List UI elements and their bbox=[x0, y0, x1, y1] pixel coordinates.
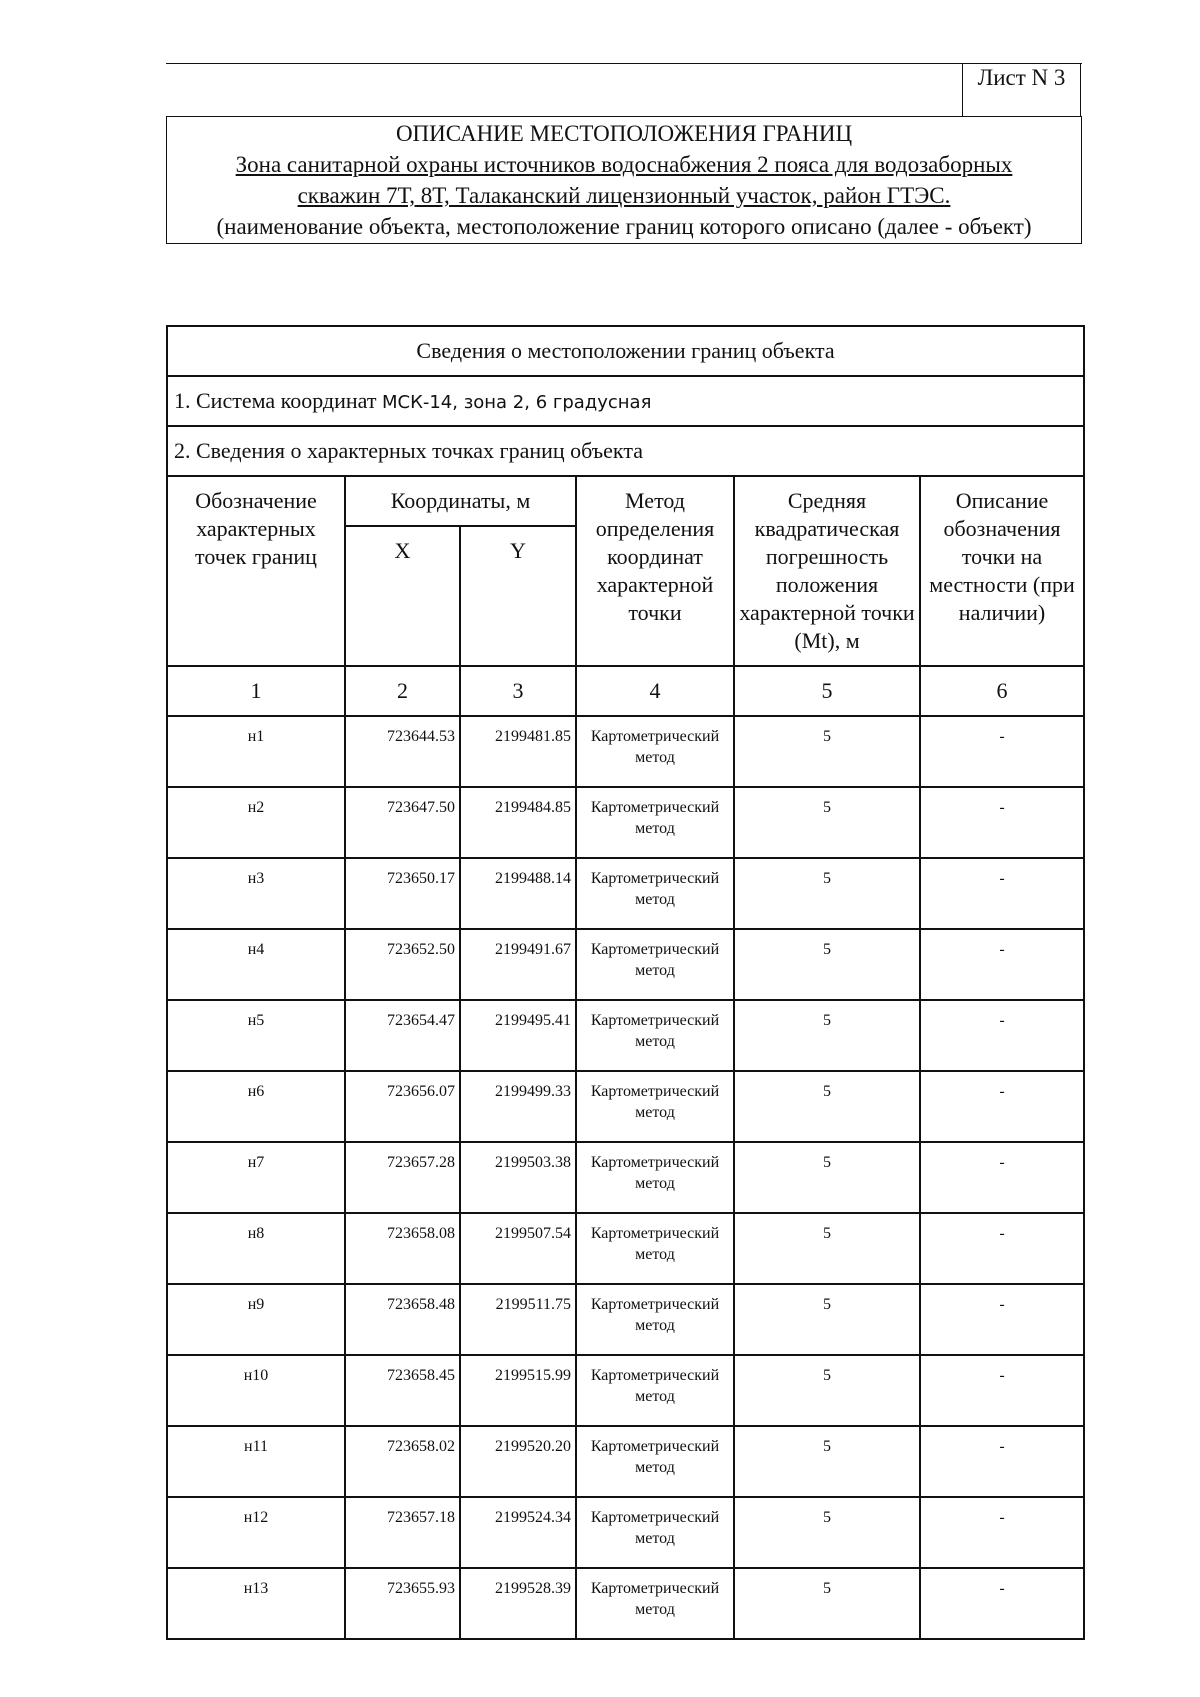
column-number: 4 bbox=[576, 666, 734, 716]
coordinate-system-prefix: 1. Система координат bbox=[174, 388, 377, 413]
accuracy-cell: 5 bbox=[734, 1568, 920, 1639]
accuracy-cell: 5 bbox=[734, 1426, 920, 1497]
sheet-label: Лист N 3 bbox=[977, 65, 1066, 90]
point-designation: н11 bbox=[167, 1426, 345, 1497]
table-row bbox=[167, 1426, 1084, 1497]
accuracy-cell: 5 bbox=[734, 1355, 920, 1426]
coordinate-x: 723647.50 bbox=[345, 787, 460, 858]
table-row bbox=[167, 1213, 1084, 1284]
header-y: Y bbox=[460, 526, 576, 666]
column-number: 5 bbox=[734, 666, 920, 716]
method-cell: Картометрический метод bbox=[576, 1355, 734, 1426]
method-cell: Картометрический метод bbox=[576, 1071, 734, 1142]
point-designation: н6 bbox=[167, 1071, 345, 1142]
coordinate-y: 2199524.34 bbox=[460, 1497, 576, 1568]
table-row bbox=[167, 787, 1084, 858]
method-cell: Картометрический метод bbox=[576, 1213, 734, 1284]
coordinate-y: 2199488.14 bbox=[460, 858, 576, 929]
coordinate-system-value: МСК-14, зона 2, 6 градусная bbox=[381, 392, 652, 413]
coordinate-system bbox=[167, 376, 1084, 426]
description-cell: - bbox=[920, 1213, 1084, 1284]
coordinate-y: 2199499.33 bbox=[460, 1071, 576, 1142]
point-designation: н1 bbox=[167, 716, 345, 787]
coordinate-y: 2199507.54 bbox=[460, 1213, 576, 1284]
description-cell: - bbox=[920, 1568, 1084, 1639]
coordinate-x: 723658.48 bbox=[345, 1284, 460, 1355]
coordinate-y: 2199491.67 bbox=[460, 929, 576, 1000]
coordinate-x: 723654.47 bbox=[345, 1000, 460, 1071]
coordinate-x: 723658.08 bbox=[345, 1213, 460, 1284]
accuracy-cell: 5 bbox=[734, 1071, 920, 1142]
method-cell: Картометрический метод bbox=[576, 787, 734, 858]
table-row bbox=[167, 1000, 1084, 1071]
coordinate-y: 2199484.85 bbox=[460, 787, 576, 858]
table-row bbox=[167, 1071, 1084, 1142]
coordinate-x: 723657.28 bbox=[345, 1142, 460, 1213]
accuracy-cell: 5 bbox=[734, 1142, 920, 1213]
method-cell: Картометрический метод bbox=[576, 1568, 734, 1639]
header-description: Описание обозначения точки на местности (при наличии) bbox=[920, 476, 1084, 666]
description-cell: - bbox=[920, 1497, 1084, 1568]
coordinate-y: 2199528.39 bbox=[460, 1568, 576, 1639]
table-body bbox=[167, 716, 1084, 1639]
sheet-number bbox=[962, 63, 1081, 116]
points-section-title: 2. Сведения о характерных точках границ объекта bbox=[167, 426, 1084, 476]
accuracy-cell: 5 bbox=[734, 787, 920, 858]
point-designation: н3 bbox=[167, 858, 345, 929]
point-designation: н2 bbox=[167, 787, 345, 858]
accuracy-cell: 5 bbox=[734, 929, 920, 1000]
table-row bbox=[167, 1568, 1084, 1639]
coordinate-x: 723657.18 bbox=[345, 1497, 460, 1568]
object-caption: (наименование объекта, местоположение границ которого описано (далее - объект) bbox=[216, 214, 1032, 239]
table-row bbox=[167, 1355, 1084, 1426]
section-title: Сведения о местоположении границ объекта bbox=[167, 326, 1084, 376]
column-number: 6 bbox=[920, 666, 1084, 716]
point-designation: н10 bbox=[167, 1355, 345, 1426]
coordinate-x: 723650.17 bbox=[345, 858, 460, 929]
coordinate-y: 2199481.85 bbox=[460, 716, 576, 787]
coordinate-y: 2199511.75 bbox=[460, 1284, 576, 1355]
description-cell: - bbox=[920, 929, 1084, 1000]
table-row bbox=[167, 858, 1084, 929]
accuracy-cell: 5 bbox=[734, 1213, 920, 1284]
document-header bbox=[166, 116, 1082, 244]
coordinate-x: 723644.53 bbox=[345, 716, 460, 787]
coordinate-y: 2199503.38 bbox=[460, 1142, 576, 1213]
description-cell: - bbox=[920, 787, 1084, 858]
coordinate-y: 2199495.41 bbox=[460, 1000, 576, 1071]
top-rule bbox=[166, 63, 1082, 64]
column-number: 1 bbox=[167, 666, 345, 716]
description-cell: - bbox=[920, 858, 1084, 929]
method-cell: Картометрический метод bbox=[576, 1497, 734, 1568]
coordinate-x: 723658.45 bbox=[345, 1355, 460, 1426]
description-cell: - bbox=[920, 1142, 1084, 1213]
accuracy-cell: 5 bbox=[734, 858, 920, 929]
point-designation: н8 bbox=[167, 1213, 345, 1284]
accuracy-cell: 5 bbox=[734, 1284, 920, 1355]
table-row bbox=[167, 929, 1084, 1000]
point-designation: н12 bbox=[167, 1497, 345, 1568]
point-designation: н7 bbox=[167, 1142, 345, 1213]
coordinate-x: 723656.07 bbox=[345, 1071, 460, 1142]
method-cell: Картометрический метод bbox=[576, 1284, 734, 1355]
boundary-points-table bbox=[166, 325, 1085, 1640]
coordinate-x: 723658.02 bbox=[345, 1426, 460, 1497]
point-designation: н5 bbox=[167, 1000, 345, 1071]
header-point: Обозначение характерных точек границ bbox=[167, 476, 345, 666]
point-designation: н9 bbox=[167, 1284, 345, 1355]
coordinate-x: 723655.93 bbox=[345, 1568, 460, 1639]
header-x: X bbox=[345, 526, 460, 666]
point-designation: н4 bbox=[167, 929, 345, 1000]
description-cell: - bbox=[920, 716, 1084, 787]
method-cell: Картометрический метод bbox=[576, 716, 734, 787]
description-cell: - bbox=[920, 1071, 1084, 1142]
accuracy-cell: 5 bbox=[734, 1000, 920, 1071]
accuracy-cell: 5 bbox=[734, 1497, 920, 1568]
header-accuracy: Средняя квадратическая погрешность положения характерной точки (Mt), м bbox=[734, 476, 920, 666]
table-row bbox=[167, 1142, 1084, 1213]
description-cell: - bbox=[920, 1355, 1084, 1426]
description-cell: - bbox=[920, 1426, 1084, 1497]
header-coordinates: Координаты, м bbox=[345, 476, 576, 526]
table-row bbox=[167, 1497, 1084, 1568]
accuracy-cell: 5 bbox=[734, 716, 920, 787]
document-title: ОПИСАНИЕ МЕСТОПОЛОЖЕНИЯ ГРАНИЦ bbox=[395, 121, 853, 146]
column-number: 3 bbox=[460, 666, 576, 716]
header-method: Метод определения координат характерной точки bbox=[576, 476, 734, 666]
table-row bbox=[167, 1284, 1084, 1355]
description-cell: - bbox=[920, 1000, 1084, 1071]
column-number: 2 bbox=[345, 666, 460, 716]
coordinate-x: 723652.50 bbox=[345, 929, 460, 1000]
method-cell: Картометрический метод bbox=[576, 1142, 734, 1213]
column-numbers-row bbox=[167, 666, 1084, 716]
coordinate-y: 2199520.20 bbox=[460, 1426, 576, 1497]
coordinate-y: 2199515.99 bbox=[460, 1355, 576, 1426]
description-cell: - bbox=[920, 1284, 1084, 1355]
object-name-line-1: Зона санитарной охраны источников водоснабжения 2 пояса для водозаборных bbox=[235, 152, 1013, 177]
table-row bbox=[167, 716, 1084, 787]
method-cell: Картометрический метод bbox=[576, 1426, 734, 1497]
method-cell: Картометрический метод bbox=[576, 929, 734, 1000]
object-name-line-2: скважин 7Т, 8Т, Талаканский лицензионный участок, район ГТЭС. bbox=[297, 183, 951, 208]
method-cell: Картометрический метод bbox=[576, 858, 734, 929]
method-cell: Картометрический метод bbox=[576, 1000, 734, 1071]
point-designation: н13 bbox=[167, 1568, 345, 1639]
